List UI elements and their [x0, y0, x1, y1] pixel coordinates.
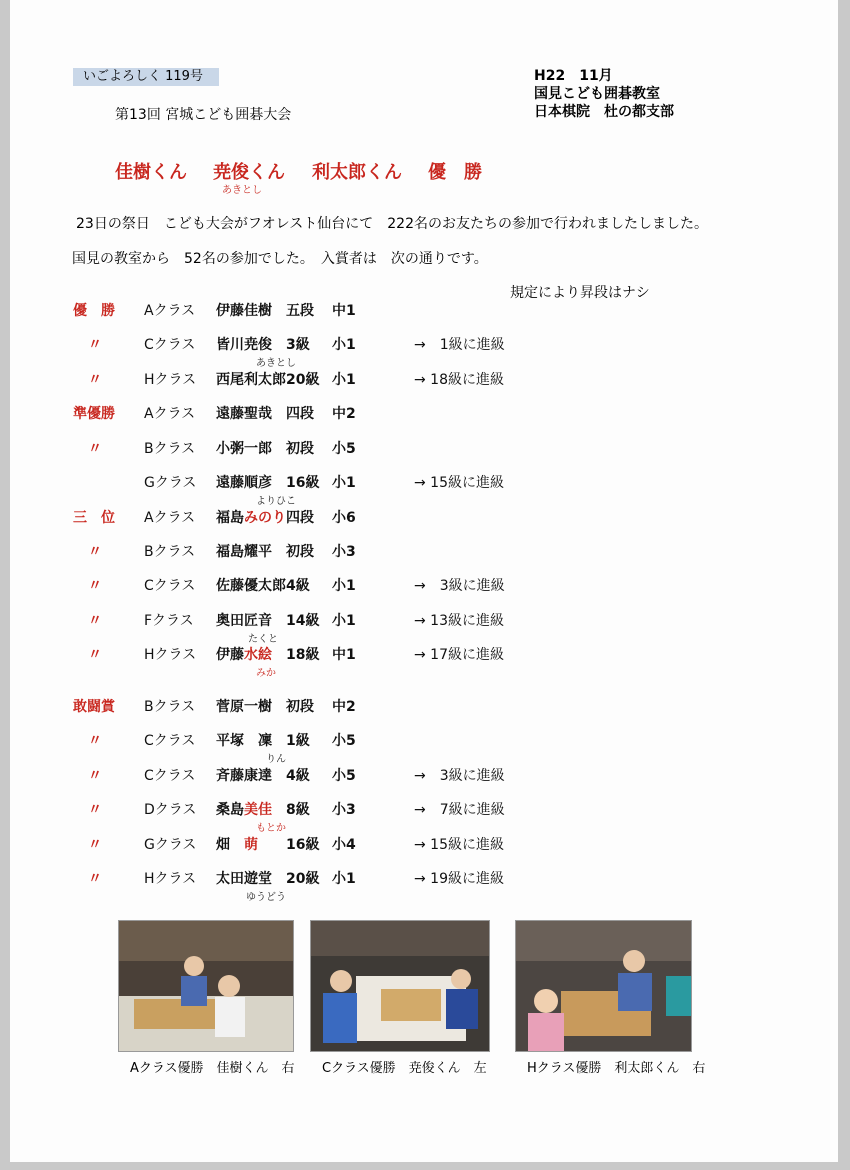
player-name: 小粥一郎: [216, 441, 272, 457]
player-name: 平塚 凜: [216, 733, 272, 749]
class-label: Hクラス: [144, 871, 197, 887]
rank-label: 敢闘賞: [73, 699, 115, 715]
school-year: 小1: [332, 578, 356, 594]
grade-label: 16級: [286, 475, 320, 491]
caption-h-class: Hクラス優勝 利太郎くん 右: [527, 1061, 706, 1076]
school-year: 小1: [332, 871, 356, 887]
caption-a-class: Aクラス優勝 佳樹くん 右: [130, 1061, 295, 1076]
player-name: 伊藤佳樹: [216, 303, 272, 319]
grade-label: 初段: [286, 441, 314, 457]
class-label: Gクラス: [144, 475, 197, 491]
winner-title: 優 勝: [428, 162, 482, 183]
result-row: [10, 644, 838, 679]
name-ruby: みか: [256, 668, 276, 679]
class-label: Bクラス: [144, 441, 196, 457]
player-name-part: 桑島: [216, 802, 244, 818]
result-row: [10, 334, 838, 369]
result-row: [10, 438, 838, 458]
player-name: 遠藤聖哉: [216, 406, 272, 422]
result-row: [10, 472, 838, 507]
grade-label: 初段: [286, 699, 314, 715]
school-year: 小3: [332, 802, 356, 818]
promotion-label: → 19級に進級: [414, 871, 504, 887]
promotion-label: → 15級に進級: [414, 475, 504, 491]
contest-title: 第13回 宮城こども囲碁大会: [115, 107, 292, 123]
player-name-part: 畑: [216, 837, 244, 853]
ditto-mark: 〃: [88, 578, 102, 594]
grade-label: 四段: [286, 510, 314, 526]
player-name: 遠藤順彦: [216, 475, 272, 491]
rank-label: 準優勝: [73, 406, 115, 422]
name-ruby: りん: [266, 754, 286, 765]
school-year: 小3: [332, 544, 356, 560]
grade-label: 18級: [286, 647, 320, 663]
player-name: [216, 644, 272, 664]
class-label: Hクラス: [144, 372, 197, 388]
promotion-label: → 7級に進級: [414, 802, 505, 818]
result-row: [10, 300, 838, 320]
player-name: 福島耀平: [216, 544, 272, 560]
grade-label: 五段: [286, 303, 314, 319]
school-year: 小5: [332, 733, 356, 749]
result-row: [10, 541, 838, 561]
grade-label: 3級: [286, 337, 310, 353]
class-label: Cクラス: [144, 733, 196, 749]
school-year: 小1: [332, 372, 356, 388]
class-label: Bクラス: [144, 544, 196, 560]
grade-label: 16級: [286, 837, 320, 853]
grade-label: 14級: [286, 613, 320, 629]
player-name: [216, 834, 258, 854]
player-name: 佐藤優太郎: [216, 578, 286, 594]
player-name: [216, 799, 272, 819]
winner-name-3: 利太郎くん: [312, 162, 402, 183]
photo-a-class: [118, 920, 294, 1052]
ditto-mark: 〃: [88, 768, 102, 784]
grade-label: 20級: [286, 871, 320, 887]
player-name-part: 福島: [216, 510, 244, 526]
player-name: 斉藤康達: [216, 768, 272, 784]
promotion-label: → 18級に進級: [414, 372, 504, 388]
intro-line-2: 国見の教室から 52名の参加でした。 入賞者は 次の通りです。: [72, 251, 488, 267]
photo-h-class: [515, 920, 692, 1052]
name-ruby: あきとし: [256, 358, 296, 369]
player-name-highlight: 美佳: [244, 802, 272, 818]
result-row: [10, 834, 838, 854]
result-row: [10, 403, 838, 423]
caption-c-class: Cクラス優勝 尭俊くん 左: [322, 1061, 487, 1076]
ditto-mark: 〃: [88, 733, 102, 749]
school-year: 中1: [332, 303, 356, 319]
name-ruby: よりひこ: [256, 496, 296, 507]
player-name-highlight: 水絵: [244, 647, 272, 663]
result-row: [10, 696, 838, 716]
player-name-highlight: みのり: [244, 510, 286, 526]
promotion-label: → 3級に進級: [414, 768, 505, 784]
result-row: [10, 765, 838, 785]
promotion-label: → 1級に進級: [414, 337, 505, 353]
winner-name-1: 佳樹くん: [115, 162, 187, 183]
school-year: 小1: [332, 475, 356, 491]
promotion-note: 規定により昇段はナシ: [510, 285, 650, 301]
class-label: Bクラス: [144, 699, 196, 715]
class-label: Cクラス: [144, 337, 196, 353]
intro-line-1: 23日の祭日 こども大会がフオレスト仙台にて 222名のお友たちの参加で行われましたしました。: [76, 216, 708, 232]
promotion-label: → 3級に進級: [414, 578, 505, 594]
player-name-highlight: 萌: [244, 837, 258, 853]
ditto-mark: 〃: [88, 441, 102, 457]
grade-label: 20級: [286, 372, 320, 388]
class-label: Hクラス: [144, 647, 197, 663]
document-page: [10, 0, 838, 1162]
player-name: 皆川尭俊: [216, 337, 272, 353]
winner-name-2-ruby: あきとし: [222, 185, 262, 196]
player-name: 西尾利太郎: [216, 372, 286, 388]
player-name: 奥田匠音: [216, 613, 272, 629]
ditto-mark: 〃: [88, 647, 102, 663]
ditto-mark: 〃: [88, 802, 102, 818]
grade-label: 初段: [286, 544, 314, 560]
org-branch: 日本棋院 杜の都支部: [534, 104, 674, 120]
class-label: Fクラス: [144, 613, 194, 629]
winner-name-2: 尭俊くん: [213, 162, 285, 183]
promotion-label: → 15級に進級: [414, 837, 504, 853]
grade-label: 四段: [286, 406, 314, 422]
ditto-mark: 〃: [88, 544, 102, 560]
grade-label: 4級: [286, 768, 310, 784]
grade-label: 1級: [286, 733, 310, 749]
promotion-label: → 17級に進級: [414, 647, 504, 663]
result-row: [10, 730, 838, 765]
rank-label: 三 位: [73, 510, 115, 526]
class-label: Aクラス: [144, 510, 196, 526]
player-name-part: 伊藤: [216, 647, 244, 663]
ditto-mark: 〃: [88, 613, 102, 629]
ditto-mark: 〃: [88, 372, 102, 388]
result-row: [10, 868, 838, 903]
rank-label: 優 勝: [73, 303, 115, 319]
class-label: Gクラス: [144, 837, 197, 853]
school-year: 小6: [332, 510, 356, 526]
player-name: 菅原一樹: [216, 699, 272, 715]
school-year: 小4: [332, 837, 356, 853]
ditto-mark: 〃: [88, 337, 102, 353]
photo-c-class: [310, 920, 490, 1052]
player-name: [216, 507, 286, 527]
school-year: 小1: [332, 613, 356, 629]
school-year: 小1: [332, 337, 356, 353]
class-label: Dクラス: [144, 802, 197, 818]
class-label: Cクラス: [144, 578, 196, 594]
school-year: 中2: [332, 699, 356, 715]
school-year: 小5: [332, 768, 356, 784]
grade-label: 8級: [286, 802, 310, 818]
result-row: [10, 507, 838, 527]
player-name: 太田遊堂: [216, 871, 272, 887]
result-row: [10, 575, 838, 595]
ditto-mark: 〃: [88, 871, 102, 887]
name-ruby: もとか: [256, 823, 286, 834]
result-row: [10, 799, 838, 834]
newsletter-tag: いごよろしく 119号: [73, 68, 219, 86]
result-row: [10, 610, 838, 645]
org-name: 国見こども囲碁教室: [534, 86, 660, 102]
name-ruby: たくと: [248, 634, 278, 645]
grade-label: 4級: [286, 578, 310, 594]
school-year: 小5: [332, 441, 356, 457]
result-row: [10, 369, 838, 389]
class-label: Aクラス: [144, 406, 196, 422]
class-label: Cクラス: [144, 768, 196, 784]
name-ruby: ゆうどう: [246, 892, 286, 903]
class-label: Aクラス: [144, 303, 196, 319]
ditto-mark: 〃: [88, 837, 102, 853]
promotion-label: → 13級に進級: [414, 613, 504, 629]
issue-date: H22 11月: [534, 68, 613, 84]
school-year: 中2: [332, 406, 356, 422]
school-year: 中1: [332, 647, 356, 663]
